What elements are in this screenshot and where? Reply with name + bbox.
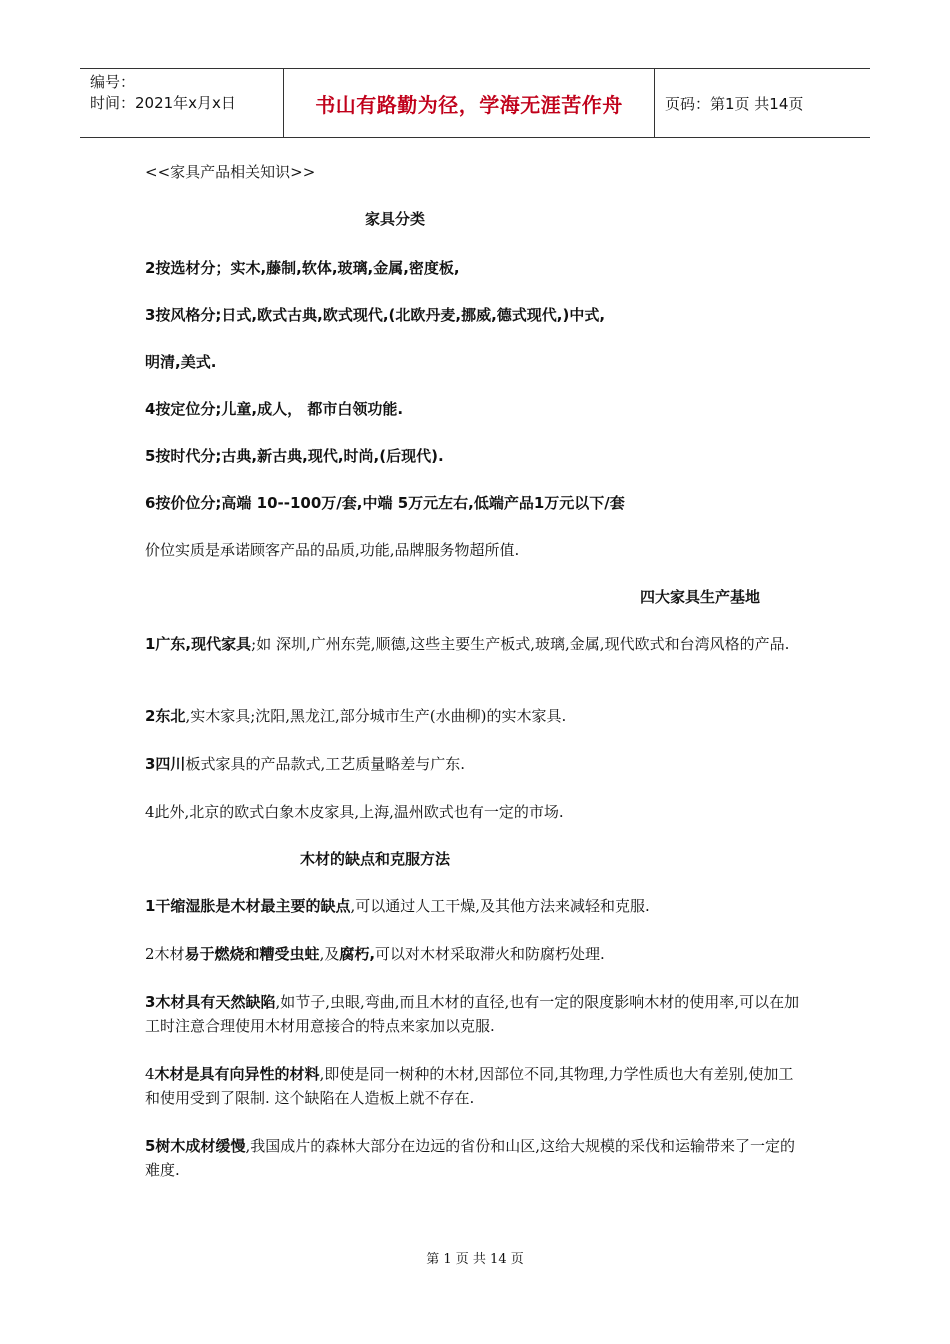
classification-item: 2按选材分；实木,藤制,软体,玻璃,金属,密度板, xyxy=(145,259,460,277)
wood-defect-item xyxy=(145,894,805,918)
classification-item: 6按价位分;高端 10--100万/套,中端 5万元左右,低端产品1万元以下/套 xyxy=(145,494,625,512)
header-meta xyxy=(80,69,283,137)
wood-defect-item xyxy=(145,1062,805,1110)
price-note: 价位实质是承诺顾客产品的品质,功能,品牌服务物超所值. xyxy=(145,541,520,559)
page-footer: 第 1 页 共 14 页 xyxy=(426,1252,524,1267)
section-heading-production-bases: 四大家具生产基地 xyxy=(640,588,761,606)
item-lead: 5树木成材缓慢 xyxy=(145,1137,246,1155)
item-lead: 1广东,现代家具 xyxy=(145,635,252,653)
classification-item: 5按时代分;古典,新古典,现代,时尚,(后现代). xyxy=(145,447,444,465)
item-text: 4 xyxy=(145,1065,155,1083)
wood-defect-item xyxy=(145,990,805,1038)
item-lead: 腐朽, xyxy=(339,945,376,963)
date-label: 时间：2021年x月x日 xyxy=(90,94,236,112)
production-base-item xyxy=(145,800,805,824)
item-text: 可以对木材采取滞火和防腐朽处理. xyxy=(375,945,605,963)
production-base-item xyxy=(145,704,805,728)
item-lead: 3四川 xyxy=(145,755,186,773)
item-lead: 2东北 xyxy=(145,707,186,725)
number-label: 编号： xyxy=(90,73,136,91)
item-text: ,实木家具;沈阳,黑龙江,部分城市生产(水曲柳)的实木家具. xyxy=(185,707,567,725)
item-lead: 木材是具有向异性的材料 xyxy=(154,1065,320,1083)
header-motto-cell xyxy=(283,69,655,137)
section-heading-classification: 家具分类 xyxy=(365,210,426,228)
doc-title: <<家具产品相关知识>> xyxy=(145,163,316,181)
header-motto: 书山有路勤为径，学海无涯苦作舟 xyxy=(315,92,623,117)
item-text: 板式家具的产品款式,工艺质量略差与广东. xyxy=(185,755,465,773)
section-heading-wood-defects: 木材的缺点和克服方法 xyxy=(300,850,451,868)
item-text: ,可以通过人工干燥,及其他方法来减轻和克服. xyxy=(350,897,650,915)
wood-defect-item xyxy=(145,1134,805,1182)
item-text: 4此外,北京的欧式白象木皮家具,上海,温州欧式也有一定的市场. xyxy=(145,803,564,821)
production-base-item xyxy=(145,632,805,656)
classification-item: 4按定位分;儿童,成人， 都市白领功能. xyxy=(145,400,404,418)
page-label: 页码：第1页 共14页 xyxy=(665,94,804,113)
item-text: ,我国成片的森林大部分在边远的省份和山区,这给大规模的采伐和运输带来了一定的难度. xyxy=(145,1137,795,1179)
item-lead: 3木材具有天然缺陷 xyxy=(145,993,276,1011)
production-base-item xyxy=(145,752,805,776)
item-text: ,及 xyxy=(319,945,340,963)
item-lead: 1干缩湿胀是木材最主要的缺点 xyxy=(145,897,351,915)
page-header xyxy=(80,68,870,138)
item-lead: 易于燃烧和糟受虫蛀 xyxy=(184,945,320,963)
classification-item: 明清,美式. xyxy=(145,353,217,371)
item-text: ;如 深圳,广州东莞,顺德,这些主要生产板式,玻璃,金属,现代欧式和台湾风格的产品. xyxy=(251,635,790,653)
classification-item: 3按风格分;日式,欧式古典,欧式现代,(北欧丹麦,挪威,德式现代,)中式, xyxy=(145,306,606,324)
wood-defect-item xyxy=(145,942,805,966)
header-page-cell xyxy=(655,69,870,137)
item-text: ,即使是同一树种的木材,因部位不同,其物理,力学性质也大有差别,使加工和使用受到了限制. 这个缺陷在人造板上就不存在. xyxy=(145,1065,794,1107)
item-text: 2木材 xyxy=(145,945,185,963)
item-text: ,如节子,虫眼,弯曲,而且木材的直径,也有一定的限度影响木材的使用率,可以在加工时注意合理使用木材用意接合的特点来家加以克服. xyxy=(145,993,800,1035)
